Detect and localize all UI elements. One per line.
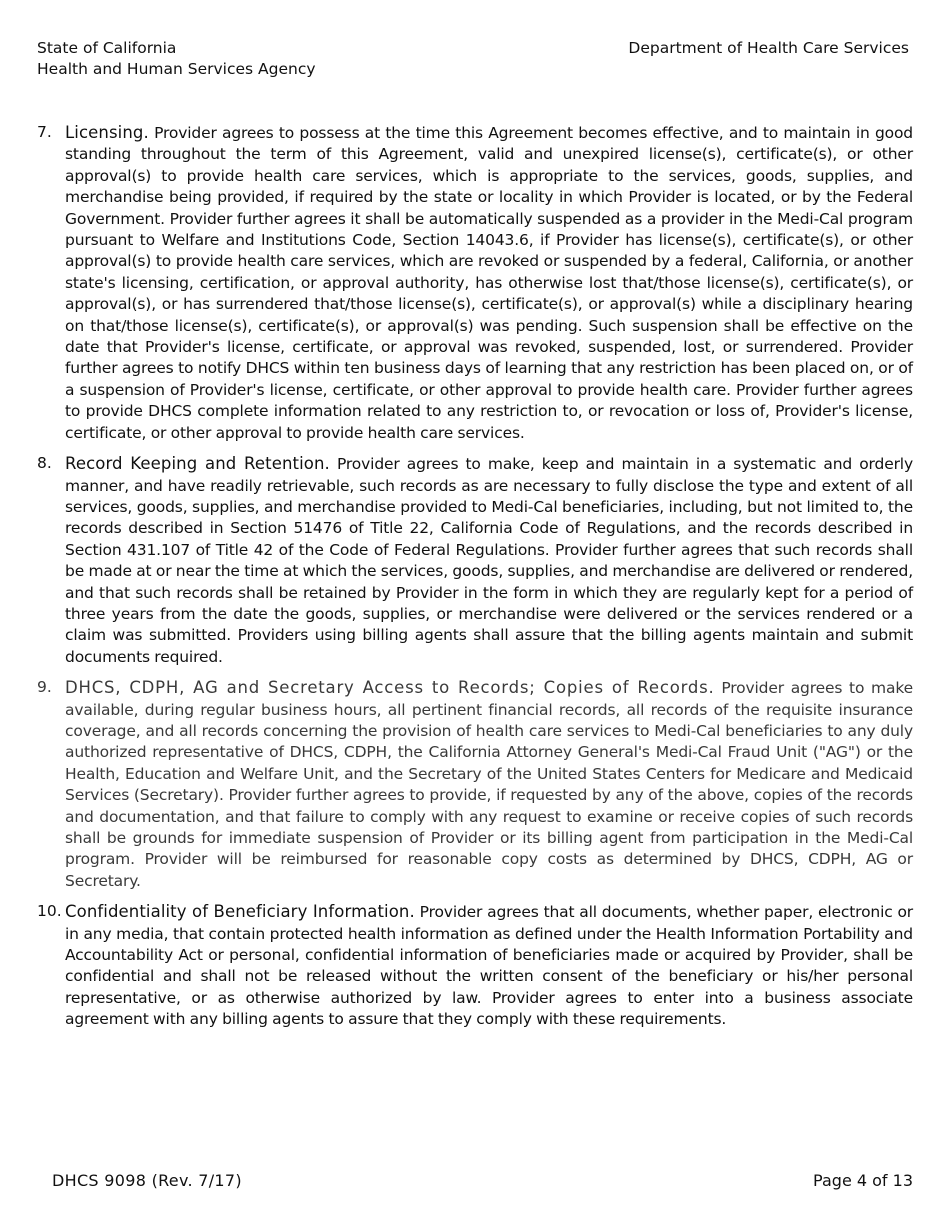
section-item-records-access (37, 677, 913, 892)
footer-form-id: DHCS 9098 (Rev. 7/17) (52, 1171, 242, 1190)
section-heading: Record Keeping and Retention. (65, 454, 330, 474)
header-state: State of California (37, 39, 177, 57)
footer-page-number: Page 4 of 13 (813, 1171, 913, 1190)
section-number: 10. (37, 902, 62, 921)
section-heading: Confidentiality of Beneficiary Information. (65, 902, 415, 922)
section-number: 9. (37, 678, 52, 697)
section-number: 8. (37, 454, 52, 473)
section-number: 7. (37, 123, 52, 141)
section-heading: DHCS, CDPH, AG and Secretary Access to Records; Copies of Records. (65, 678, 715, 698)
section-text (65, 122, 913, 444)
document-body (37, 122, 913, 1040)
section-item-record-keeping (37, 453, 913, 668)
section-body: Provider agrees to possess at the time this Agreement becomes effective, and to maintain in good standing throughout the term of this Agreement, valid and unexpired license(s), certificate(s), or other approval(s) to provide health care services, which is appropriate to the services, goods, supplies, and merchandise being provided, if required by the state or locality in which Provider is located, or by the Federal Government. Provider further agrees it shall be automatically suspended as a provider in the Medi-Cal program pursuant to Welfare and Institutions Code, Section 14043.6, if Provider has license(s), certificate(s), or other approval(s) to provide health care services, which are revoked or suspended by a federal, California, or another state's licensing, certification, or approval authority, has otherwise lost that/those license(s), certificate(s), or approval(s), or has surrendered that/those license(s), certificate(s), or approval(s) while a disciplinary hearing on that/those license(s), certificate(s), or approval(s) was pending. Such suspension shall be effective on the date that Provider's license, certificate, or approval was revoked, suspended, lost, or surrendered. Provider further agrees to notify DHCS within ten business days of learning that any restriction has been placed on, or of a suspension of Provider's license, certificate, or other approval to provide health care. Provider further agrees to provide DHCS complete information related to any restriction to, or revocation or loss of, Provider's license, certificate, or other approval to provide health care services. (65, 124, 913, 442)
section-body: Provider agrees to make available, during regular business hours, all pertinent financial records, all records of the requisite insurance coverage, and all records concerning the provision of health care services to Medi-Cal beneficiaries to any duly authorized representative of DHCS, CDPH, the California Attorney General's Medi-Cal Fraud Unit ("AG") or the Health, Education and Welfare Unit, and the Secretary of the United States Centers for Medicare and Medicaid Services (Secretary). Provider further agrees to provide, if requested by any of the above, copies of the records and documentation, and that failure to comply with any request to examine or receive copies of such records shall be grounds for immediate suspension of Provider or its billing agent from participation in the Medi-Cal program. Provider will be reimbursed for reasonable copy costs as determined by DHCS, CDPH, AG or Secretary. (65, 679, 913, 890)
section-text (65, 677, 913, 892)
header-agency-name: Health and Human Services Agency (37, 60, 316, 78)
section-text (65, 453, 913, 668)
header-agency (37, 38, 316, 80)
section-item-confidentiality (37, 901, 913, 1030)
header-department: Department of Health Care Services (628, 39, 909, 57)
section-heading: Licensing. (65, 123, 149, 142)
section-item-licensing (37, 122, 913, 444)
section-text (65, 901, 913, 1030)
section-body: Provider agrees that all documents, whether paper, electronic or in any media, that contain protected health information as defined under the Health Information Portability and Accountability Act or personal, confidential information of beneficiaries made or acquired by Provider, shall be confidential and shall not be released without the written consent of the beneficiary or his/her personal representative, or as otherwise authorized by law. Provider agrees to enter into a business associate agreement with any billing agents to assure that they comply with these requirements. (65, 903, 913, 1029)
section-body: Provider agrees to make, keep and maintain in a systematic and orderly manner, and have readily retrievable, such records as are necessary to fully disclose the type and extent of all services, goods, supplies, and merchandise provided to Medi-Cal beneficiaries, including, but not limited to, the records described in Section 51476 of Title 22, California Code of Regulations, and the records described in Section 431.107 of Title 42 of the Code of Federal Regulations. Provider further agrees that such records shall be made at or near the time at which the services, goods, supplies, and merchandise are delivered or rendered, and that such records shall be retained by Provider in the form in which they are regularly kept for a period of three years from the date the goods, supplies, or merchandise were delivered or the services rendered or a claim was submitted. Providers using billing agents shall assure that the billing agents maintain and submit documents required. (65, 455, 913, 666)
